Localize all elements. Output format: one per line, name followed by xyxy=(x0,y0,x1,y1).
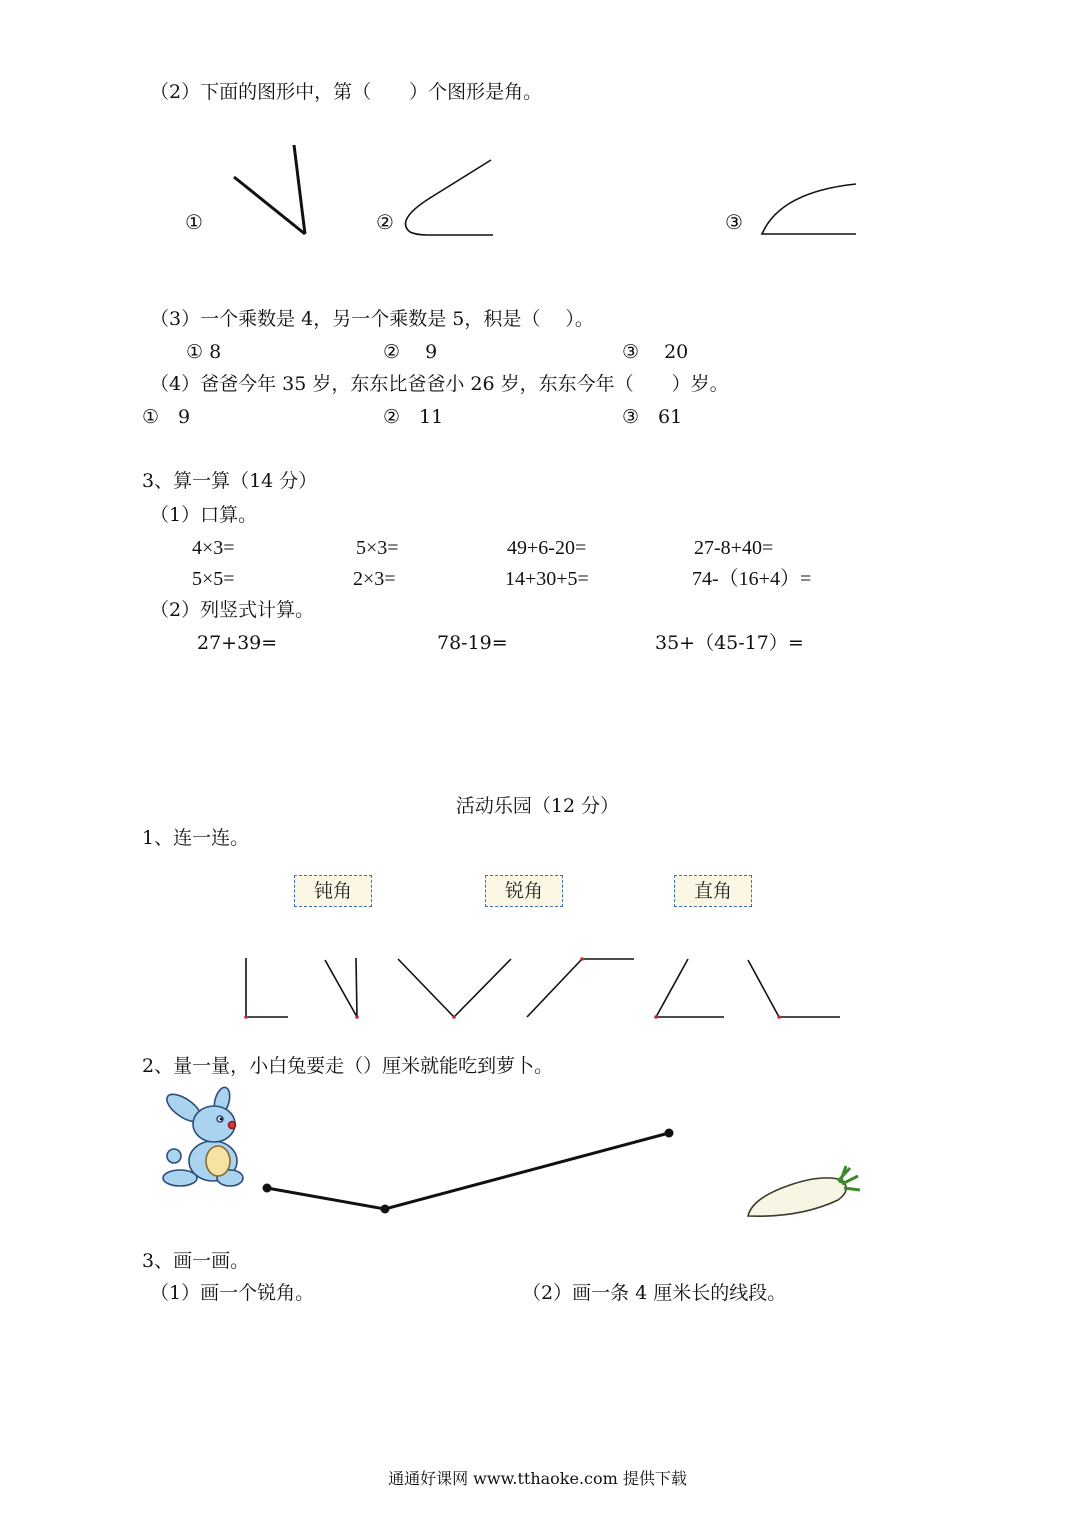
measure-path xyxy=(263,1129,674,1214)
vertical-2: 78-19= xyxy=(437,632,508,654)
figure-marker-2: ② xyxy=(376,210,394,234)
match-title: 1、连一连。 xyxy=(142,827,250,849)
q3-option-3: ③ 20 xyxy=(622,341,689,363)
figure-marker-1: ① xyxy=(185,210,203,234)
angle-shape-obtuse xyxy=(527,959,634,1017)
label-acute: 锐角 xyxy=(485,875,563,907)
oral-r1-c3: 49+6-20= xyxy=(507,537,587,559)
angle-shape-acute xyxy=(656,959,724,1017)
vertical-1: 27+39= xyxy=(197,632,278,654)
draw-title: 3、画一画。 xyxy=(142,1250,250,1272)
measure-title: 2、量一量，小白兔要走（）厘米就能吃到萝卜。 xyxy=(142,1055,554,1077)
q3-option-1: ① 8 xyxy=(186,341,222,363)
q4-option-3: ③ 61 xyxy=(622,406,683,428)
q2-question: （2）下面的图形中，第（ ）个图形是角。 xyxy=(150,81,543,103)
oral-r2-c4: 74-（16+4）= xyxy=(692,568,812,590)
label-obtuse: 钝角 xyxy=(294,875,372,907)
rabbit-picture xyxy=(162,1086,243,1186)
angle-shape-acute-narrow xyxy=(325,958,357,1017)
q3-question: （3）一个乘数是 4，另一个乘数是 5，积是（ ）。 xyxy=(150,308,594,330)
oral-r1-c4: 27-8+40= xyxy=(694,537,774,559)
oral-title: （1）口算。 xyxy=(150,504,258,526)
draw-item-1: （1）画一个锐角。 xyxy=(150,1282,315,1304)
label-right: 直角 xyxy=(674,875,752,907)
angle-shape-right xyxy=(246,958,288,1017)
vertical-title: （2）列竖式计算。 xyxy=(150,599,315,621)
oral-r2-c1: 5×5= xyxy=(192,568,235,590)
radish-picture xyxy=(748,1166,860,1216)
draw-item-2: （2）画一条 4 厘米长的线段。 xyxy=(522,1282,787,1304)
figure-curve-2 xyxy=(406,160,494,235)
q4-option-1: ① 9 xyxy=(142,406,191,428)
q4-question: （4）爸爸今年 35 岁，东东比爸爸小 26 岁，东东今年（ ）岁。 xyxy=(150,373,729,395)
oral-r2-c2: 2×3= xyxy=(353,568,396,590)
q4-option-2: ② 11 xyxy=(383,406,444,428)
oral-r2-c3: 14+30+5= xyxy=(505,568,589,590)
footer: 通通好课网 www.tthaoke.com 提供下载 xyxy=(388,1469,687,1488)
activity-title: 活动乐园（12 分） xyxy=(455,795,620,817)
figure-angle-1 xyxy=(234,145,305,234)
angle-shape-v xyxy=(398,959,511,1017)
oral-r1-c1: 4×3= xyxy=(192,537,235,559)
angle-shape-obtuse-2 xyxy=(748,960,840,1017)
figure-marker-3: ③ xyxy=(725,210,743,234)
figure-curve-3 xyxy=(762,184,856,234)
q3-option-2: ② 9 xyxy=(383,341,438,363)
oral-r1-c2: 5×3= xyxy=(356,537,399,559)
calc-heading: 3、算一算（14 分） xyxy=(142,470,318,492)
vertical-3: 35+（45-17）= xyxy=(655,632,804,654)
